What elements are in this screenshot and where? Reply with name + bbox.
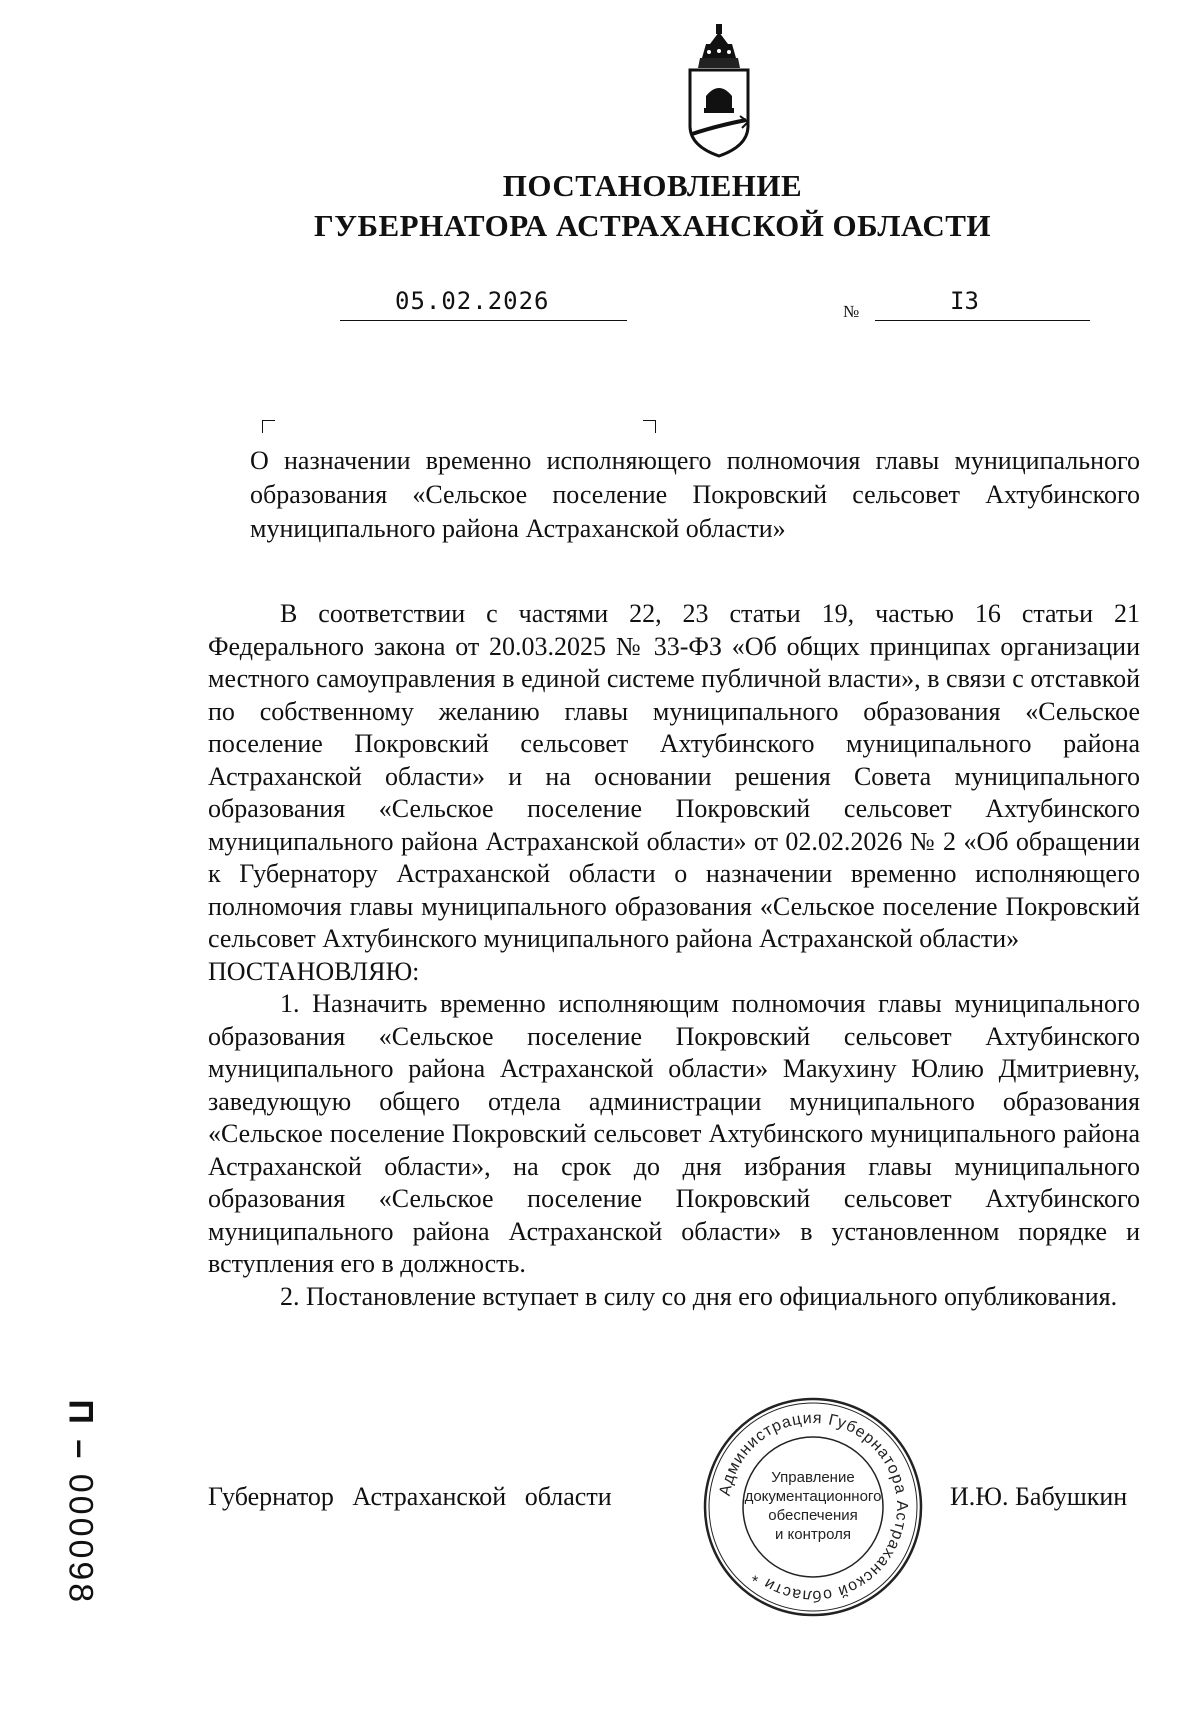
body-preamble: В соответствии с частями 22, 23 статьи 19, частью 16 статьи 21 Федерального закона от 20.03.2025 № 33-ФЗ «Об общих принципах организации местного самоуправления в единой системе публичной власти», в связи с отставкой по собственному желанию главы муниципального образования «Сельское поселение Покровский сельсовет Ахтубинского муниципального района Астраханской области» и на основании решения Совета муниципального образования «Сельское поселение Покровский сельсовет Ахтубинского муниципального района Астраханской области» от 02.02.2026 № 2 «Об обращении к Губернатору Астраханской области о назначении временно исполняющего полномочия главы муниципального образования «Сельское поселение Покровский сельсовет Ахтубинского муниципального района Астраханской области» [208,599,1140,953]
date-underline [340,320,627,321]
stamp-inner-text [736,1468,890,1544]
document-date: 05.02.2026 [395,287,550,315]
registration-prefix: П – [61,1399,100,1462]
stamp-ring-text: Администрация Губернатора Астраханской области * [716,1409,911,1605]
body-resolve: ПОСТАНОВЛЯЮ: [208,956,420,986]
signatory-name: И.Ю. Бабушкин [950,1482,1128,1511]
body-item-1: 1. Назначить временно исполняющим полномочия главы муниципального образования «Сельское поселение Покровский сельсовет Ахтубинского муниципального района Астраханской области» Макухину Юлию Дмитриевну, заведующую общего отдела администрации муниципального образования «Сельское поселение Покровский сельсовет Ахтубинского муниципального района Астраханской области», на срок до дня избрания главы муниципального образования «Сельское поселение Покровский сельсовет Ахтубинского муниципального района Астраханской области» в установленном порядке и вступления его в должность. [208,989,1140,1278]
registration-number: 000098 [61,1473,100,1606]
number-underline [875,320,1090,321]
subject-bracket-right [643,420,656,433]
document-subject: О назначении временно исполняющего полномочия главы муниципального образования «Сельское поселение Покровский сельсовет Ахтубинского муниципального района Астраханской области» [250,446,1140,543]
body-item-2: 2. Постановление вступает в силу со дня его официального опубликования. [280,1281,1118,1311]
coat-of-arms-icon [676,22,762,162]
stamp-line-3: обеспечения [768,1507,858,1524]
subject-bracket-left [262,420,275,433]
document-heading [300,166,1005,246]
number-label: № [843,302,860,321]
stamp-line-1: Управление [771,1469,855,1486]
heading-line-1: ПОСТАНОВЛЕНИЕ [502,168,803,203]
stamp-line-4: и контроля [774,1526,851,1543]
side-registration-number [61,1399,100,1606]
signatory-position: Губернатор Астраханской области [208,1482,612,1511]
stamp-line-2: документационного [744,1488,882,1505]
document-number: I3 [950,287,979,315]
document-body [208,598,1140,1313]
heading-line-2: ГУБЕРНАТОРА АСТРАХАНСКОЙ ОБЛАСТИ [313,208,992,243]
